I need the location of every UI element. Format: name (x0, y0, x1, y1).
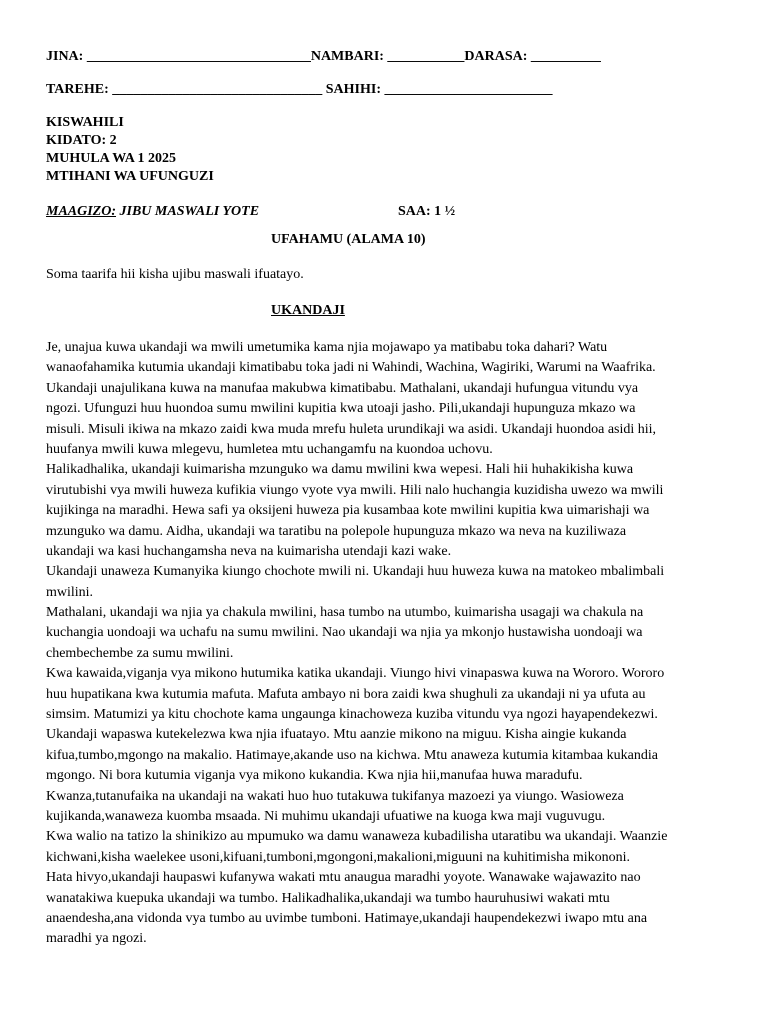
class-level: KIDATO: 2 (46, 133, 117, 148)
passage-line: wanaofahamika kutumia ukandaji kimatibabu toka jadi ni Wahindi, Wachina, Wagiriki, Warumi na Waafrika. (46, 360, 656, 376)
passage-line: ukandaji wa kasi huchangamsha neva na kuimarisha utendaji kazi wake. (46, 543, 452, 559)
passage-line: simsim. Matumizi ya kitu chochote kama ungaunga kinachoweza kuziba vitundu vya ngozi hayapendekezwi. (46, 707, 658, 723)
passage-line: Kwanza,tutanufaika na ukandaji na wakati huo huo tutakuwa tukifanya mazoezi ya viungo. Wasioweza (46, 788, 624, 804)
instructions-text: JIBU MASWALI YOTE (116, 204, 260, 219)
passage-line: mgongo. Ni bora kutumia viganja vya mikono kukandia. Kwa njia hii,manufaa huwa maradufu. (46, 768, 583, 784)
passage-title: UKANDAJI (271, 303, 345, 318)
passage-line: chembechembe za sumu mwilini. (46, 645, 234, 661)
passage-line: virutubishi vya mwili huweza kufikia viungo vyote vya mwili. Hili nalo huchangia kuzidisha uwezo wa mwili (46, 482, 664, 498)
instructions (46, 203, 259, 220)
passage-line: misuli. Misuli ikiwa na mkazo zaidi kwa muda mrefu huleta urundikaji wa asidi. Ukandaji huondoa asidi hii, (46, 421, 657, 437)
passage-line: wanatakiwa kuepuka ukandaji wa tumbo. Halikadhalika,ukandaji wa tumbo hauruhusiwi wakati mtu (46, 890, 610, 906)
student-details-line: JINA: ________________________________NAMBARI: ___________DARASA: __________ (46, 49, 601, 64)
passage-line: Hata hivyo,ukandaji haupaswi kufanywa wakati mtu anaugua maradhi yoyote. Wanawake wajawazito nao (46, 870, 641, 886)
passage-body (46, 338, 736, 950)
passage-line: kujikanda,wanaweza kuomba msaada. Ni muhimu ukandaji ufuatiwe na kuoga kwa maji vuguvugu. (46, 808, 606, 824)
passage-line: Ukandaji unajulikana kuwa na manufaa makubwa kimatibabu. Mathalani, ukandaji hufungua vitundu vya (46, 380, 639, 396)
passage-line: kifua,tumbo,mgongo na makalio. Hatimaye,akande uso na kichwa. Mtu anaweza kutumia kitambaa kukandia (46, 747, 658, 763)
date-signature-line: TAREHE: ______________________________ SAHIHI: ________________________ (46, 82, 553, 97)
subject-name: KISWAHILI (46, 115, 124, 130)
term-year: MUHULA WA 1 2025 (46, 151, 177, 166)
exam-duration: SAA: 1 ½ (398, 204, 456, 219)
passage-line: Je, unajua kuwa ukandaji wa mwili umetumika kama njia mojawapo ya matibabu toka dahari? Watu (46, 340, 608, 355)
exam-type: MTIHANI WA UFUNGUZI (46, 169, 214, 184)
passage-line: Kwa walio na tatizo la shinikizo au mpumuko wa damu wanaweza kubadilisha utaratibu wa ukandaji. Waanzie (46, 829, 668, 845)
passage-line: huufanya mwili kuwa mlegevu, humletea mtu uchangamfu na kuondoa uchovu. (46, 441, 493, 457)
instructions-label: MAAGIZO: (46, 204, 117, 219)
passage-line: Kwa kawaida,viganja vya mikono hutumika katika ukandaji. Viungo hivi vinapaswa kuwa na Wororo. Wororo (46, 666, 665, 682)
passage-line: huu hupatikana kwa kutumia mafuta. Mafuta ambayo ni bora zaidi kwa shughuli za ukandaji ni ya ufuta au (46, 686, 646, 702)
passage-line: maradhi ya ngozi. (46, 931, 147, 947)
passage-line: ngozi. Ufunguzi huu huondoa sumu mwilini kupitia kwa utoaji jasho. Pili,ukandaji hupunguza mkazo wa (46, 401, 636, 417)
passage-line: Halikadhalika, ukandaji kuimarisha mzunguko wa damu mwilini kwa wepesi. Hali hii huhakikisha kuwa (46, 462, 634, 478)
passage-line: anaendesha,ana vidonda vya tumbo au uvimbe tumboni. Hatimaye,ukandaji haupendekezwi iwapo mtu ana (46, 910, 648, 926)
passage-line: Ukandaji wapaswa kutekelezwa kwa njia ifuatayo. Mtu aanzie mikono na miguu. Kisha aingie kukanda (46, 727, 627, 743)
passage-line: kujikinga na maradhi. Hewa safi ya oksijeni huweza pia kusambaa kote mwilini kupitia kwa uimarishaji wa (46, 503, 650, 519)
passage-line: Ukandaji unaweza Kumanyika kiungo chochote mwili ni. Ukandaji huu huweza kuwa na matokeo mbalimbali (46, 564, 665, 580)
passage-line: mwilini. (46, 584, 94, 600)
reading-prompt: Soma taarifa hii kisha ujibu maswali ifuatayo. (46, 267, 304, 282)
section-title: UFAHAMU (ALAMA 10) (271, 232, 426, 247)
passage-line: kichwani,kisha waelekee usoni,kifuani,tumboni,mgongoni,makalioni,miguuni na kuhitimisha mikononi. (46, 849, 631, 865)
passage-line: mzunguko wa damu. Aidha, ukandaji wa taratibu na polepole hupunguza mkazo wa neva na kuziliwaza (46, 523, 627, 539)
passage-line: kuchangia uondoaji wa uchafu na sumu mwilini. Nao ukandaji wa njia ya mkonjo hustawisha uondoaji wa (46, 625, 643, 641)
passage-line: Mathalani, ukandaji wa njia ya chakula mwilini, hasa tumbo na utumbo, kuimarisha usagaji wa chakula na (46, 605, 644, 621)
